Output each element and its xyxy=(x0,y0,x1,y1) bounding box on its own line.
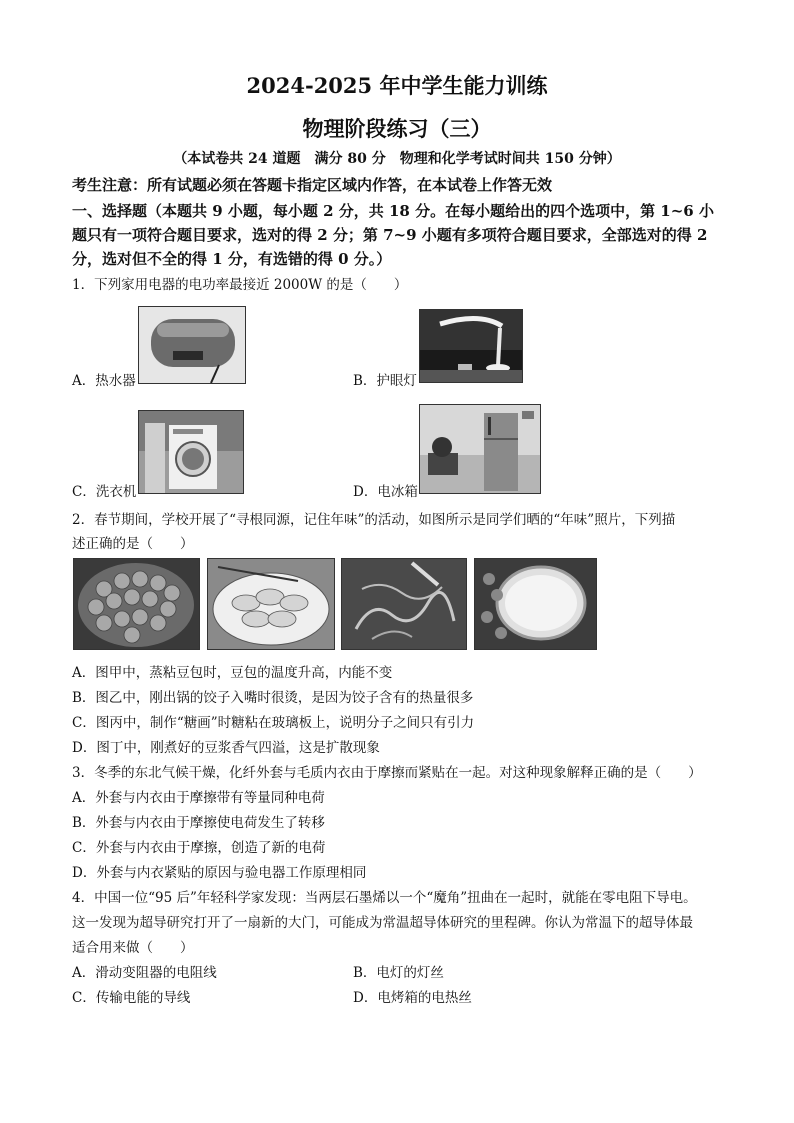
question-4-stem-line-1: 4．中国一位“95 后”年轻科学家发现：当两层石墨烯以一个“魔角”扭曲在一起时，就能在零电阻下导电。 xyxy=(72,890,697,906)
figure-bing-sugar-painting-photo xyxy=(341,558,467,650)
question-1-stem: 1．下列家用电器的电功率最接近 2000W 的是（ ） xyxy=(72,277,408,293)
q3-option-c: C．外套与内衣由于摩擦，创造了新的电荷 xyxy=(72,840,326,856)
q1-option-b: B．护眼灯 xyxy=(353,373,417,389)
section-instructions-line-3: 分，选对但不全的得 1 分，有选错的得 0 分。） xyxy=(72,250,392,268)
exam-title: 2024-2025 年中学生能力训练 xyxy=(246,73,548,98)
exam-notice: 考生注意：所有试题必须在答题卡指定区域内作答，在本试卷上作答无效 xyxy=(72,176,553,194)
question-3-stem: 3．冬季的东北气候干燥，化纤外套与毛质内衣由于摩擦而紧贴在一起。对这种现象解释正确的是（ ） xyxy=(72,765,702,781)
water-heater-photo xyxy=(138,306,246,384)
section-instructions-line-2: 题只有一项符合题目要求，选对的得 2 分；第 7~9 小题有多项符合题目要求，全部选对的得 2 xyxy=(72,226,708,244)
q2-option-a: A．图甲中，蒸粘豆包时，豆包的温度升高，内能不变 xyxy=(72,665,393,681)
question-4-stem-line-2: 这一发现为超导研究打开了一扇新的大门，可能成为常温超导体研究的里程碑。你认为常温下的超导体最 xyxy=(72,915,693,931)
q4-option-a: A．滑动变阻器的电阻线 xyxy=(72,965,217,981)
q1-option-a: A．热水器 xyxy=(72,373,136,389)
refrigerator-photo xyxy=(419,404,541,494)
section-instructions-line-1: 一、选择题（本题共 9 小题，每小题 2 分，共 18 分。在每小题给出的四个选项中，第 1~6 小 xyxy=(72,202,714,220)
q3-option-d: D．外套与内衣紧贴的原因与验电器工作原理相同 xyxy=(72,865,367,881)
question-2-stem-line-1: 2．春节期间，学校开展了“寻根同源，记住年味”的活动，如图所示是同学们晒的“年味”照片，下列描 xyxy=(72,512,676,528)
q4-option-d: D．电烤箱的电热丝 xyxy=(353,990,472,1006)
figure-jia-steamed-buns-photo xyxy=(73,558,200,650)
question-2-stem-line-2: 述正确的是（ ） xyxy=(72,536,194,552)
q2-option-c: C．图丙中，制作“糖画”时糖粘在玻璃板上，说明分子之间只有引力 xyxy=(72,715,475,731)
q4-option-c: C．传输电能的导线 xyxy=(72,990,191,1006)
question-4-stem-line-3: 适合用来做（ ） xyxy=(72,940,194,956)
q2-option-b: B．图乙中，刚出锅的饺子入嘴时很烫，是因为饺子含有的热量很多 xyxy=(72,690,474,706)
q3-option-a: A．外套与内衣由于摩擦带有等量同种电荷 xyxy=(72,790,325,806)
q3-option-b: B．外套与内衣由于摩擦使电荷发生了转移 xyxy=(72,815,325,831)
q4-option-b: B．电灯的灯丝 xyxy=(353,965,444,981)
q1-option-d: D．电冰箱 xyxy=(353,484,418,500)
desk-lamp-photo xyxy=(419,309,523,383)
q1-option-c: C．洗衣机 xyxy=(72,484,137,500)
exam-info: （本试卷共 24 道题 满分 80 分 物理和化学考试时间共 150 分钟） xyxy=(173,151,621,167)
q2-option-d: D．图丁中，刚煮好的豆浆香气四溢，这是扩散现象 xyxy=(72,740,380,756)
exam-subtitle: 物理阶段练习（三） xyxy=(302,116,492,141)
washing-machine-photo xyxy=(138,410,244,494)
figure-yi-dumplings-photo xyxy=(207,558,335,650)
figure-ding-soy-milk-photo xyxy=(474,558,597,650)
